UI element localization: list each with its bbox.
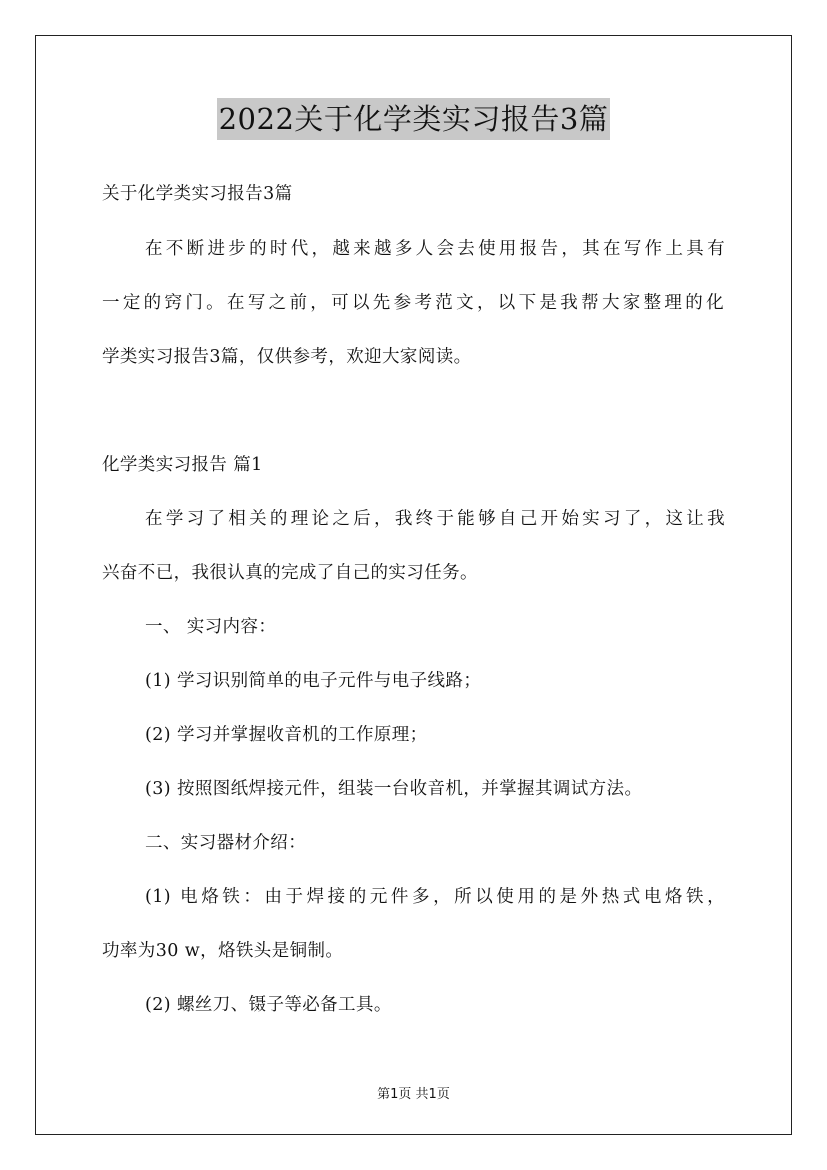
part1-heading: 一、 实习内容： (145, 617, 277, 637)
part2-item1-line-1: (1) 电烙铁：由于焊接的元件多，所以使用的是外热式电烙铁， (145, 887, 725, 907)
subtitle: 关于化学类实习报告3篇 (102, 184, 293, 204)
part2-heading: 二、实习器材介绍： (145, 833, 307, 853)
title-container (0, 98, 827, 140)
intro-line-3: 学类实习报告3篇，仅供参考，欢迎大家阅读。 (102, 347, 472, 367)
part1-item-1: (1) 学习识别简单的电子元件与电子线路； (145, 671, 482, 691)
intro-line-1: 在不断进步的时代，越来越多人会去使用报告，其在写作上具有 (145, 239, 725, 259)
section1-heading: 化学类实习报告 篇1 (102, 455, 263, 475)
part1-item-2: (2) 学习并掌握收音机的工作原理； (145, 725, 428, 745)
part2-item-2: (2) 螺丝刀、镊子等必备工具。 (145, 995, 392, 1015)
document-title: 2022关于化学类实习报告3篇 (217, 98, 611, 140)
part1-item-3: (3) 按照图纸焊接元件，组装一台收音机，并掌握其调试方法。 (145, 779, 643, 799)
intro-line-2: 一定的窍门。在写之前，可以先参考范文，以下是我帮大家整理的化 (102, 293, 724, 313)
section1-line-1: 在学习了相关的理论之后，我终于能够自己开始实习了，这让我 (145, 509, 725, 529)
part2-item1-line-2: 功率为30 w，烙铁头是铜制。 (102, 941, 344, 961)
section1-line-2: 兴奋不已，我很认真的完成了自己的实习任务。 (102, 563, 478, 583)
page-number-footer: 第1页 共1页 (377, 1087, 450, 1102)
